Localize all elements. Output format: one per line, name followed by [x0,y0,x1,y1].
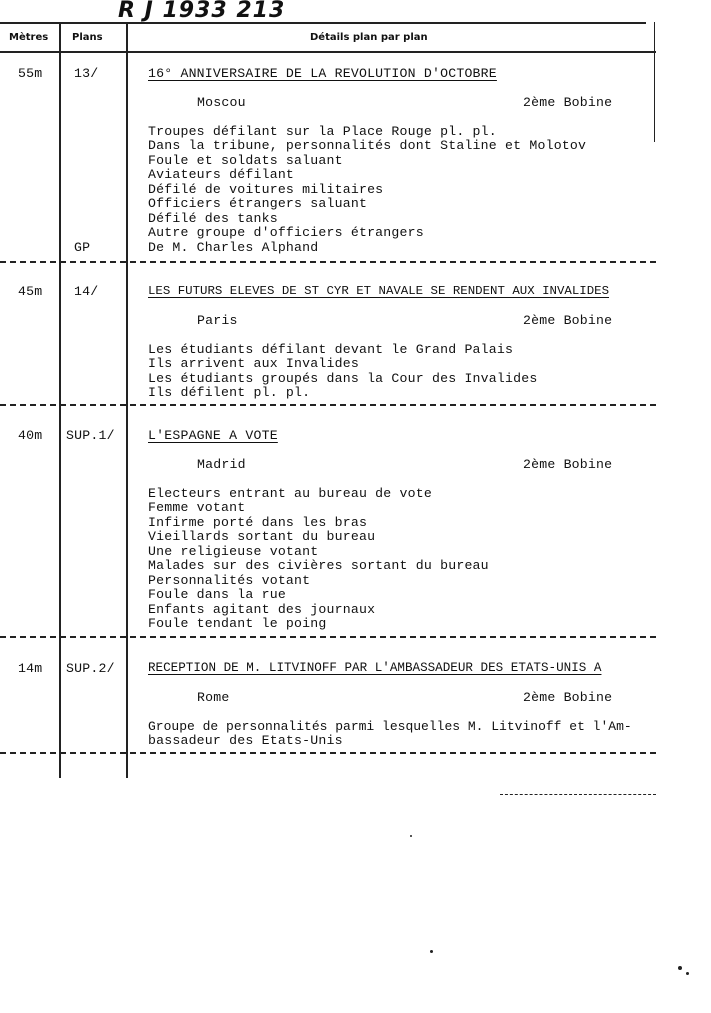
section-2-line: Les étudiants défilant devant le Grand Palais [148,342,514,357]
section-3-plan: SUP.1/ [66,428,115,443]
section-2-line: Les étudiants groupés dans la Cour des Invalides [148,371,538,386]
header-plans: Plans [72,32,103,43]
column-rule-details [126,22,128,778]
section-3-line: Foule dans la rue [148,587,286,602]
section-1-line: Foule et soldats saluant [148,153,343,168]
section-2-bobine: 2ème Bobine [523,313,613,328]
header-metres: Mètres [9,32,49,43]
section-3-line: Vieillards sortant du bureau [148,529,376,544]
section-3-line: Personnalités votant [148,573,311,588]
section-1-line: Troupes défilant sur la Place Rouge pl. pl. [148,124,497,139]
section-1-plan: 13/ [74,66,99,81]
section-1-line: Défilé de voitures militaires [148,182,384,197]
section-1-place: Moscou [197,95,246,110]
section-1-line: Défilé des tanks [148,211,278,226]
section-1-line: Dans la tribune, personnalités dont Staline et Molotov [148,138,587,153]
section-1-line: De M. Charles Alphand [148,240,319,255]
section-2-place: Paris [197,313,238,328]
section-3-title: L'ESPAGNE A VOTE [148,428,278,443]
section-1-plan-gp: GP [74,240,91,255]
section-4-line: Groupe de personnalités parmi lesquelles M. Litvinoff et l'Am- [148,719,632,734]
section-1-title: 16° ANNIVERSAIRE DE LA REVOLUTION D'OCTOBRE [148,66,497,81]
archive-reference: R J 1933 213 [118,0,286,23]
section-4-title: RECEPTION DE M. LITVINOFF PAR L'AMBASSADEUR DES ETATS-UNIS A [148,661,602,675]
section-2-line: Ils défilent pl. pl. [148,385,311,400]
section-2-metres: 45m [18,284,43,299]
right-edge-mark [654,22,655,142]
header-rule [0,51,656,53]
section-1-metres: 55m [18,66,43,81]
scan-speck [410,835,412,837]
section-3-bobine: 2ème Bobine [523,457,613,472]
section-4-metres: 14m [18,661,43,676]
section-4-line: bassadeur des Etats-Unis [148,733,343,748]
scan-speck [678,966,682,970]
top-rule [0,22,646,24]
section-3-line: Femme votant [148,500,246,515]
section-divider-3 [0,636,656,638]
section-2-title: LES FUTURS ELEVES DE ST CYR ET NAVALE SE RENDENT AUX INVALIDES [148,284,610,298]
column-rule-plans [59,22,61,778]
section-4-plan: SUP.2/ [66,661,115,676]
section-3-line: Infirme porté dans les bras [148,515,368,530]
section-1-line: Officiers étrangers saluant [148,196,368,211]
scan-dash [500,794,656,795]
scan-speck [686,972,689,975]
section-3-place: Madrid [197,457,246,472]
section-2-line: Ils arrivent aux Invalides [148,356,359,371]
scan-speck [430,950,433,953]
section-3-metres: 40m [18,428,43,443]
section-divider-4 [0,752,656,754]
section-3-line: Malades sur des civières sortant du bureau [148,558,489,573]
section-1-bobine: 2ème Bobine [523,95,613,110]
section-4-bobine: 2ème Bobine [523,690,613,705]
section-3-line: Electeurs entrant au bureau de vote [148,486,432,501]
header-details: Détails plan par plan [310,32,428,43]
section-3-line: Une religieuse votant [148,544,319,559]
section-1-line: Aviateurs défilant [148,167,295,182]
section-1-line: Autre groupe d'officiers étrangers [148,225,424,240]
section-2-plan: 14/ [74,284,99,299]
section-3-line: Enfants agitant des journaux [148,602,376,617]
section-divider-2 [0,404,656,406]
section-4-place: Rome [197,690,230,705]
section-divider-1 [0,261,656,263]
section-3-line: Foule tendant le poing [148,616,327,631]
